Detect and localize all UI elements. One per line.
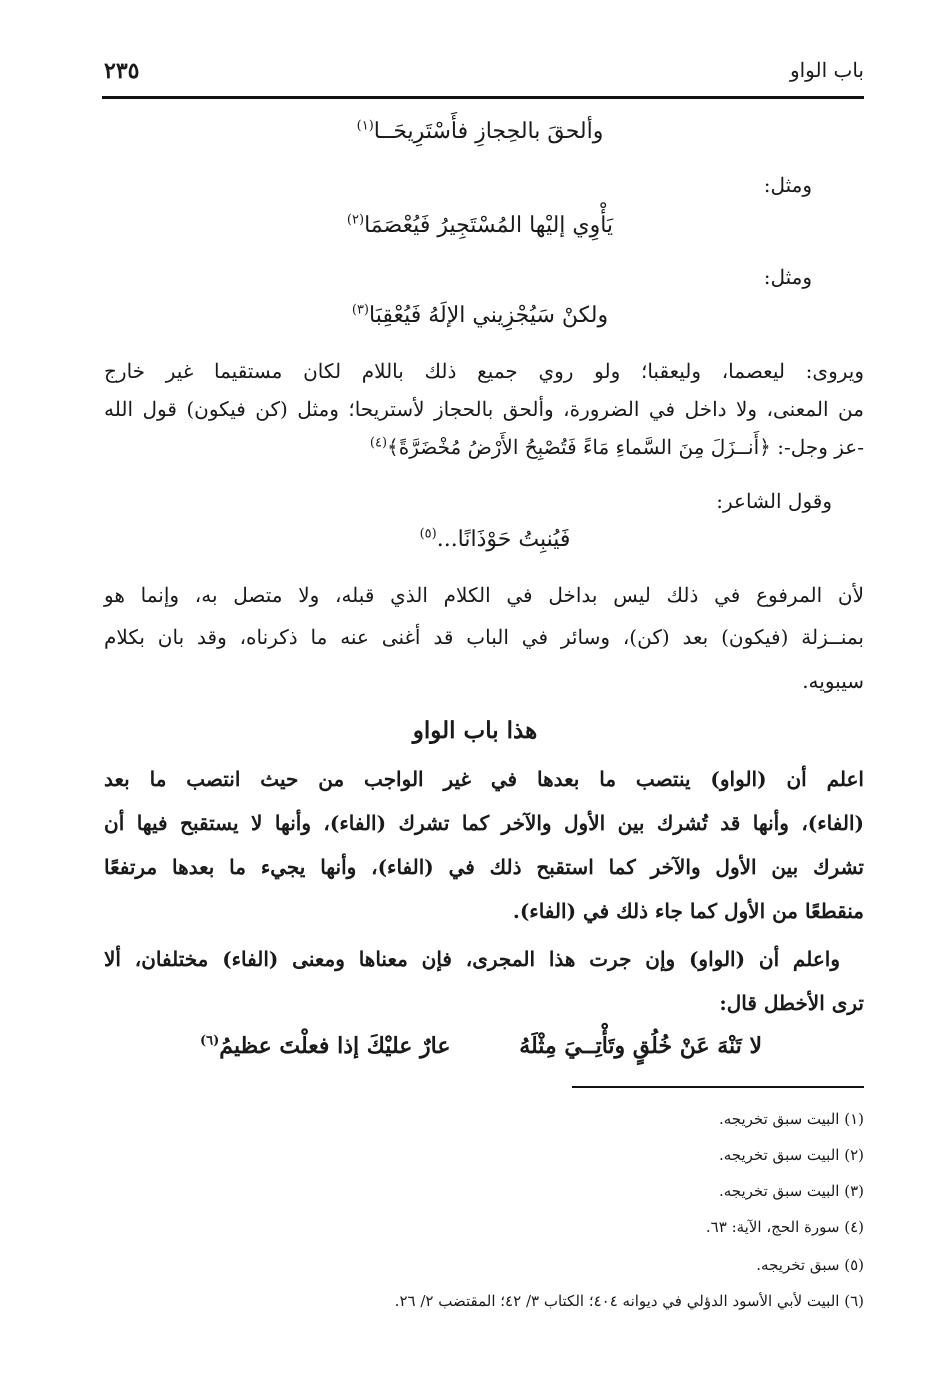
page-number: ٢٣٥ [104,58,140,84]
verse-5-hemistich-2 [200,1032,450,1061]
footnote-ref-1: (١) [356,118,374,134]
footnote-5: (٥) سبق تخريجه. [756,1256,864,1274]
verse-3 [330,302,630,331]
verse-1-text: وألحقَ بالحِجازِ فأَسْتَرِيحَــا [373,119,604,144]
footnote-2: (٢) البيت سبق تخريجه. [718,1146,864,1164]
label-poet: وقول الشاعر: [716,489,832,513]
footnote-1: (١) البيت سبق تخريجه. [718,1110,864,1128]
paragraph-2-line-3: سيبويه. [802,669,864,693]
verse-2-text: يَأْوِي إليْها المُسْتَجِيرُ فَيُعْصَمَا [364,213,614,238]
footnote-6: (٦) البيت لأبي الأسود الدؤلي في ديوانه ٤٠٤؛ الكتاب ٣/ ٤٢؛ المقتضب ٢/ ٢٦. [394,1292,864,1310]
verse-4-text: فَيُنبِتُ حَوْذَانًا... [436,527,571,552]
footnote-ref-6: (٦) [200,1033,220,1049]
footnote-ref-2: (٢) [346,212,365,228]
header-rule [102,96,864,99]
running-header-title: باب الواو [789,58,864,82]
verse-3-text: ولكنْ سَيُجْزِيني الإلَهُ فَيُعْقِبَا [369,303,609,328]
footnote-3: (٣) البيت سبق تخريجه. [718,1182,864,1200]
verse-2 [330,212,630,241]
verse-5-hemistich-1: لا تَنْهَ عَنْ خُلُقٍ وتَأْتِــيَ مِثْلَهُ [519,1033,762,1059]
verse-1 [330,118,630,147]
footnote-ref-3: (٣) [351,302,369,318]
paragraph-1-line-2: من المعنى، ولا داخل في الضرورة، وألحق بالحجاز لأستريحا؛ ومثل (كن فيكون) قول الله [104,397,864,421]
footnote-ref-5: (٥) [419,526,437,542]
paragraph-2-line-1: لأن المرفوع في ذلك ليس بداخل في الكلام الذي قبله، ولا متصل به، وإنما هو [104,583,864,607]
footnote-4: (٤) سورة الحج، الآية: ٦٣. [705,1218,864,1236]
paragraph-4-line-1: واعلم أن (الواو) وإن جرت هذا المجرى، فإن معناها ومعنى (الفاء) مختلفان، ألا [104,947,840,971]
paragraph-3-line-2: (الفاء)، وأنها قد تُشرك بين الأول والآخر كما تشرك (الفاء)، وأنها لا يستقبح فيها أن [104,811,864,835]
paragraph-3-line-4: منقطعًا من الأول كما جاء ذلك في (الفاء). [512,899,864,923]
footnote-rule [572,1086,864,1088]
paragraph-3-line-1: اعلم أن (الواو) ينتصب ما بعدها في غير الواجب من حيث انتصب ما بعد [104,767,864,791]
paragraph-2-line-2: بمنــزلة (فيكون) بعد (كن)، وسائر في الباب قد أغنى عنه ما ذكرناه، وقد بان بكلام [104,625,864,649]
paragraph-1-line-1: ويروى: ليعصما، وليعقبا؛ ولو روي جميع ذلك باللام لكان مستقيما غير خارج [104,359,864,383]
quran-quote: -عز وجل-: ﴿أَنــزَلَ مِنَ السَّماءِ مَاءً فَتُصْبِحُ الأَرْضُ مُخْضَرَّةً﴾ [387,435,864,459]
verse-4 [380,526,610,555]
paragraph-4-line-2: ترى الأخطل قال: [719,991,864,1015]
footnote-ref-4: (٤) [369,435,388,451]
label-mithl-1: ومثل: [763,173,812,197]
section-heading: هذا باب الواو [412,717,538,744]
paragraph-3-line-3: تشرك بين الأول والآخر كما استقبح ذلك في (الفاء)، وأنها يجيء ما بعدها مرتفعًا [104,855,864,879]
label-mithl-2: ومثل: [763,265,812,289]
paragraph-1-line-3 [370,434,864,460]
verse-5-hemistich-2-text: عارٌ عليْكَ إذا فعلْتَ عظيمُ [219,1033,451,1059]
